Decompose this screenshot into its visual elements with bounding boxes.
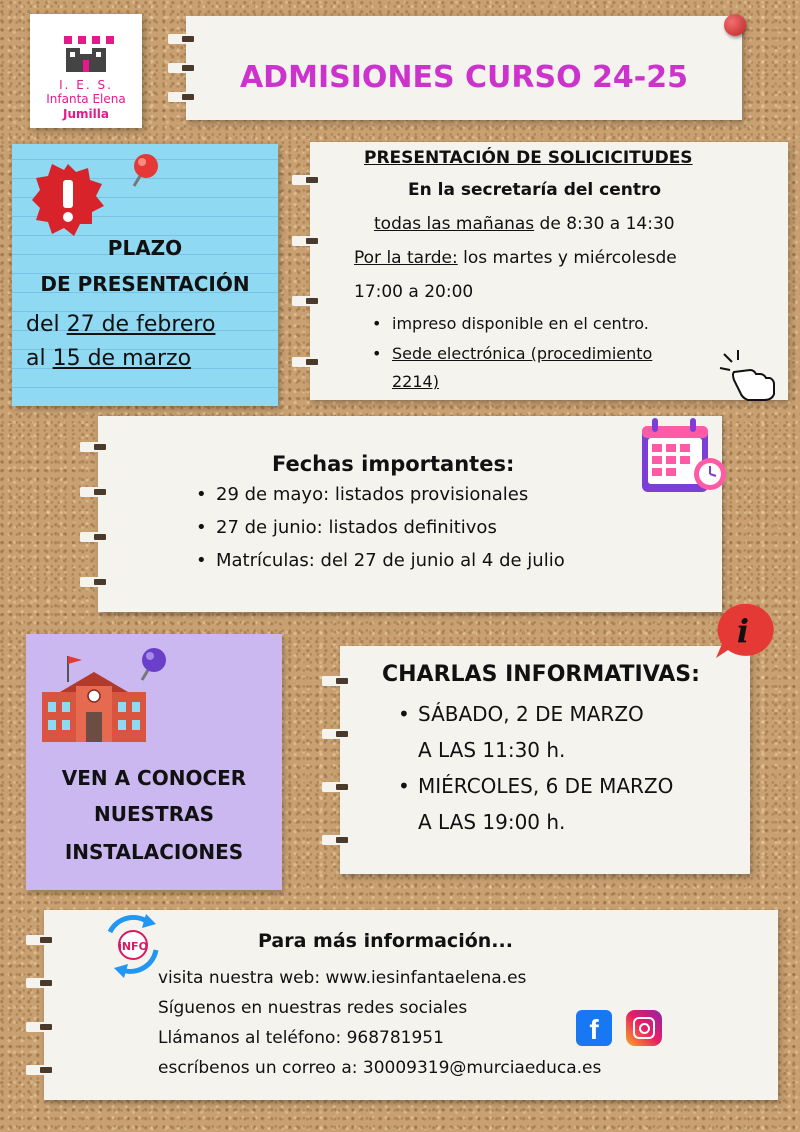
ven-card [26, 634, 282, 890]
sede-electronica-link[interactable]: • Sede electrónica (procedimiento [392, 344, 652, 363]
plazo-from-date: 27 de febrero [66, 312, 216, 337]
school-logo-icon [30, 22, 142, 82]
plazo-heading-2: DE PRESENTACIÓN [40, 272, 250, 296]
charla-day: • MIÉRCOLES, 6 DE MARZO [418, 774, 673, 798]
logo-line1: I. E. S. [59, 78, 113, 92]
ven-line-3: INSTALACIONES [64, 840, 244, 864]
exclamation-badge-icon [30, 162, 106, 238]
instagram-icon[interactable] [626, 1010, 662, 1046]
school-logo [30, 14, 142, 128]
afternoon-line [354, 248, 677, 268]
sede-electronica-link-cont[interactable]: 2214) [392, 372, 439, 391]
facebook-icon[interactable]: f [576, 1010, 612, 1046]
website-line[interactable]: visita nuestra web: www.iesinfantaelena.es [158, 968, 527, 988]
page-title: ADMISIONES CURSO 24-25 [239, 60, 689, 95]
ven-line-2: NUESTRAS [94, 802, 214, 826]
morning-hours: de 8:30 a 14:30 [534, 214, 675, 234]
info-heading: Para más información... [258, 930, 513, 952]
phone-line[interactable]: Llámanos al teléfono: 968781951 [158, 1028, 444, 1048]
solicitudes-card [310, 142, 788, 400]
binder-holes [26, 910, 62, 1100]
afternoon-text: los martes y miércolesde [457, 248, 677, 268]
email-line[interactable]: escríbenos un correo a: 30009319@murciaeduca.es [158, 1058, 602, 1078]
plazo-from [26, 312, 215, 337]
info-bubble-icon [710, 600, 776, 662]
solicitudes-title: PRESENTACIÓN DE SOLICICITUDES [364, 148, 693, 168]
plazo-heading-1: PLAZO [107, 236, 183, 260]
solicitudes-subtitle: En la secretaría del centro [408, 180, 662, 200]
bullet-impreso: • impreso disponible en el centro. [392, 314, 649, 333]
plazo-from-prefix: del [26, 312, 67, 337]
calendar-icon [638, 416, 730, 498]
plazo-to-prefix: al [26, 346, 53, 371]
header-card [186, 16, 742, 120]
charla-time: A LAS 11:30 h. [418, 738, 566, 762]
pushpin-icon [724, 14, 746, 36]
logo-line2: Infanta Elena [46, 92, 126, 106]
fecha-item: • Matrículas: del 27 de junio al 4 de julio [216, 550, 565, 571]
info-badge-text: iNFO [118, 940, 148, 953]
svg-text:i: i [736, 612, 750, 650]
binder-holes [292, 142, 328, 400]
charla-time: A LAS 19:00 h. [418, 810, 566, 834]
pointer-hand-icon [716, 348, 780, 402]
morning-line [374, 214, 675, 234]
logo-line3: Jumilla [63, 107, 109, 121]
binder-holes [322, 646, 358, 874]
plazo-card [12, 144, 278, 406]
charla-day: • SÁBADO, 2 DE MARZO [418, 702, 644, 726]
fecha-item: • 29 de mayo: listados provisionales [216, 484, 528, 505]
morning-label: todas las mañanas [374, 214, 535, 234]
plazo-to-date: 15 de marzo [52, 346, 192, 371]
charlas-heading: CHARLAS INFORMATIVAS: [382, 662, 700, 687]
instagram-lens [639, 1023, 650, 1034]
afternoon-label: Por la tarde: [354, 248, 458, 268]
ven-line-1: VEN A CONOCER [61, 766, 247, 790]
pushpin-icon [126, 150, 166, 190]
info-card [44, 910, 778, 1100]
plazo-to [26, 346, 191, 371]
pushpin-icon [134, 644, 174, 684]
charlas-card [340, 646, 750, 874]
afternoon-hours: 17:00 a 20:00 [354, 282, 474, 302]
fechas-heading: Fechas importantes: [272, 452, 515, 476]
binder-holes [80, 416, 116, 612]
social-line: Síguenos en nuestras redes sociales [158, 998, 468, 1018]
fecha-item: • 27 de junio: listados definitivos [216, 517, 497, 538]
fechas-card [98, 416, 722, 612]
